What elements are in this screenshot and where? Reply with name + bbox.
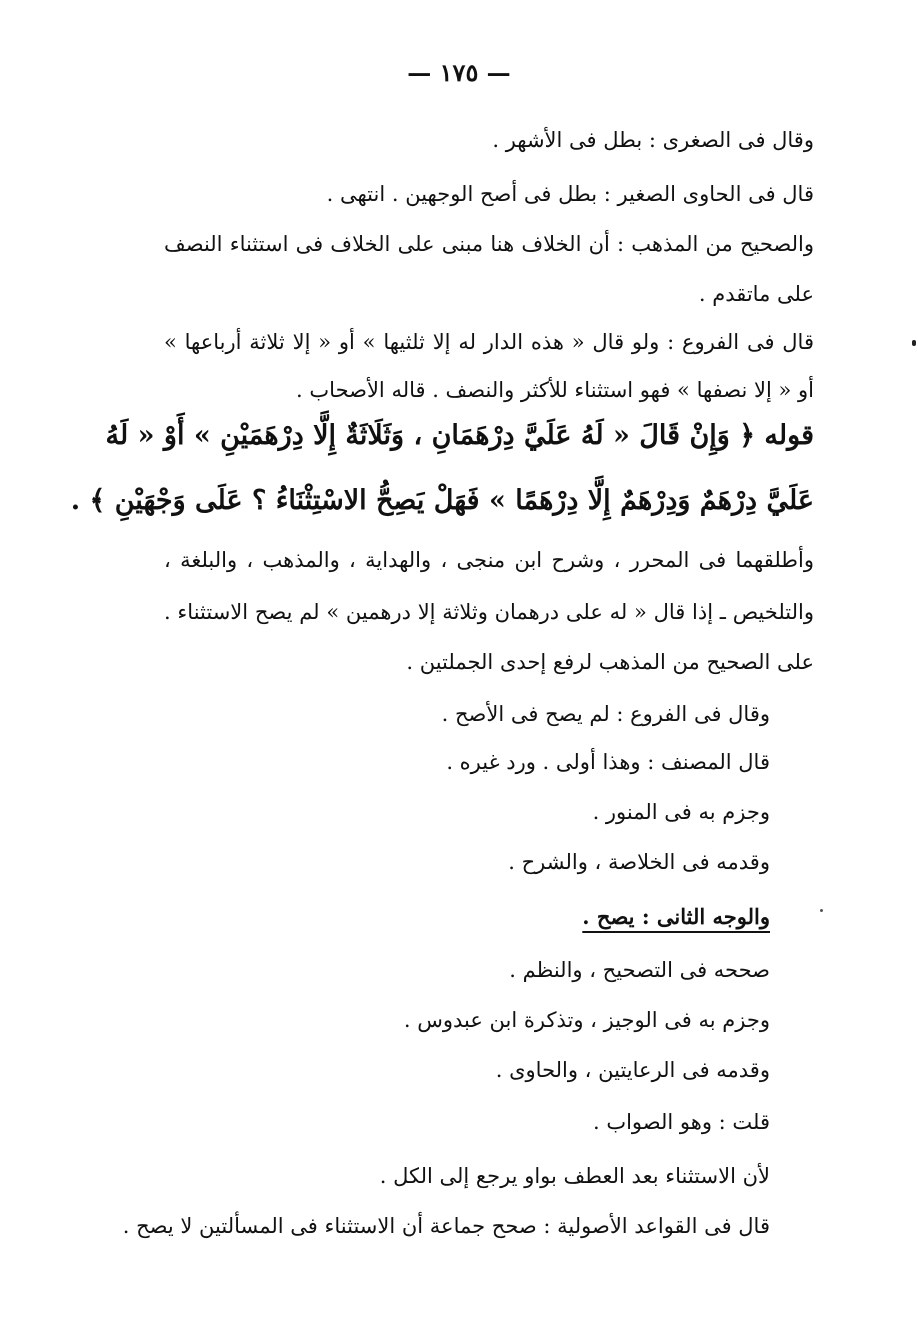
page-number: — ١٧٥ — bbox=[407, 58, 511, 87]
scan-speck bbox=[820, 909, 823, 912]
text-line: وجزم به فى الوجيز ، وتذكرة ابن عبدوس . bbox=[403, 1008, 770, 1032]
text-line: وأطلقهما فى المحرر ، وشرح ابن منجى ، والهداية ، والمذهب ، والبلغة ، bbox=[164, 548, 814, 572]
section-heading: والوجه الثانى : يصح . bbox=[582, 904, 770, 929]
quoted-text-line: قوله ﴿ وَإِنْ قَالَ « لَهُ عَلَيَّ دِرْهَمَانِ ، وَثَلَاثَةٌ إِلَّا دِرْهَمَيْنِ » أَوْ « لَهُ bbox=[105, 420, 814, 451]
text-line: وقدمه فى الرعايتين ، والحاوى . bbox=[495, 1058, 770, 1082]
text-line: قال فى القواعد الأصولية : صحح جماعة أن الاستثناء فى المسألتين لا يصح . bbox=[122, 1214, 770, 1238]
text-line: وقدمه فى الخلاصة ، والشرح . bbox=[508, 850, 770, 874]
text-line: قلت : وهو الصواب . bbox=[592, 1110, 770, 1134]
text-line: والتلخيص ـ إذا قال « له على درهمان وثلاثة إلا درهمين » لم يصح الاستثناء . bbox=[164, 600, 814, 624]
scan-speck bbox=[912, 340, 916, 346]
text-line: على ماتقدم . bbox=[698, 282, 814, 306]
text-line: لأن الاستثناء بعد العطف بواو يرجع إلى الكل . bbox=[379, 1164, 770, 1188]
text-line: قال المصنف : وهذا أولى . ورد غيره . bbox=[446, 750, 770, 774]
text-line: على الصحيح من المذهب لرفع إحدى الجملتين . bbox=[406, 650, 814, 674]
text-line: أو « إلا نصفها » فهو استثناء للأكثر والنصف . قاله الأصحاب . bbox=[296, 378, 814, 402]
text-line: وجزم به فى المنور . bbox=[592, 800, 770, 824]
text-line: صححه فى التصحيح ، والنظم . bbox=[509, 958, 770, 982]
text-line: قال فى الحاوى الصغير : بطل فى أصح الوجهين . انتهى . bbox=[326, 182, 814, 206]
text-line: والصحيح من المذهب : أن الخلاف هنا مبنى على الخلاف فى استثناء النصف bbox=[164, 232, 814, 256]
text-line: قال فى الفروع : ولو قال « هذه الدار له إلا ثلثيها » أو « إلا ثلاثة أرباعها » bbox=[164, 330, 814, 354]
text-line: وقال فى الصغرى : بطل فى الأشهر . bbox=[492, 128, 814, 152]
text-line: وقال فى الفروع : لم يصح فى الأصح . bbox=[441, 702, 770, 726]
quoted-text-line: عَلَيَّ دِرْهَمٌ وَدِرْهَمٌ إِلَّا دِرْهَمًا » فَهَلْ يَصِحُّ الاسْتِثْنَاءُ ؟ عَلَى وَجْهَيْنِ ﴾ . bbox=[70, 485, 814, 516]
